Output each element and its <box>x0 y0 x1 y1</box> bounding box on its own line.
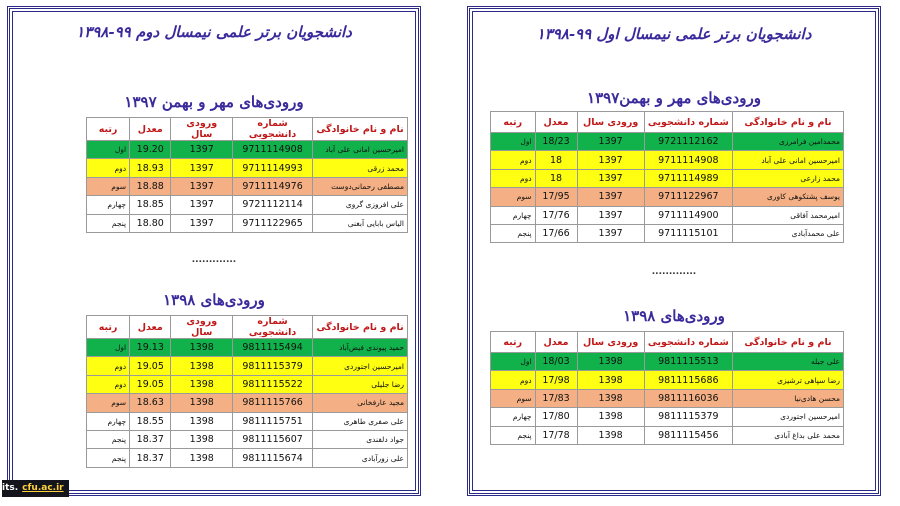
entry-year-cell: 1398 <box>171 394 233 412</box>
student-name-cell: علی زورآبادی <box>313 449 408 467</box>
student-id-cell: 9811115751 <box>233 412 313 430</box>
table-row <box>491 151 844 169</box>
left-page-title: دانشجویان برتر علمی نیمسال دوم ۹۹-۱۳۹۸ <box>76 23 352 41</box>
student-name-cell: علی افروزی گروی <box>313 196 408 214</box>
gpa-cell: 17/80 <box>535 408 577 426</box>
entry-year-cell: 1397 <box>171 214 233 232</box>
table-header-row <box>87 316 408 339</box>
student-id-cell: 9811115607 <box>233 430 313 448</box>
entry-year-cell: 1397 <box>577 133 644 151</box>
entry-year-cell: 1398 <box>171 339 233 357</box>
left-section1-heading: ورودی‌های مهر و بهمن ۱۳۹۷ <box>124 93 304 111</box>
table-row <box>87 214 408 232</box>
student-id-cell: 9811116036 <box>644 389 732 407</box>
student-id-cell: 9811115674 <box>233 449 313 467</box>
student-name-cell: امیرحسین اجتوردی <box>732 408 843 426</box>
col-rank-header: رتبه <box>491 112 536 133</box>
entry-year-cell: 1397 <box>171 159 233 177</box>
table-row <box>87 394 408 412</box>
student-id-cell: 9811115456 <box>644 426 732 444</box>
entry-year-cell: 1397 <box>171 196 233 214</box>
table-row <box>491 133 844 151</box>
student-name-cell: علی صفری طاهری <box>313 412 408 430</box>
right-page-title: دانشجویان برتر علمی نیمسال اول ۹۹-۱۳۹۸ <box>536 25 812 43</box>
student-id-cell: 9811115686 <box>644 371 732 389</box>
rank-cell: پنجم <box>491 224 536 242</box>
entry-year-cell: 1397 <box>577 224 644 242</box>
student-id-cell: 9811115379 <box>644 408 732 426</box>
right-document-page <box>467 6 881 496</box>
student-name-cell: مجید عارفخانی <box>313 394 408 412</box>
separator-dots: ............. <box>651 267 697 277</box>
rank-cell: اول <box>491 353 536 371</box>
entry-year-cell: 1398 <box>577 389 644 407</box>
rank-cell: دوم <box>491 151 536 169</box>
entry-year-cell: 1398 <box>577 426 644 444</box>
student-name-cell: علی محمدآبادی <box>732 224 843 242</box>
gpa-cell: 18.55 <box>130 412 171 430</box>
student-id-cell: 9711122965 <box>233 214 313 232</box>
right-table-1397 <box>490 111 844 243</box>
student-name-cell: رضا سپاهی ترشیزی <box>732 371 843 389</box>
table-row <box>87 430 408 448</box>
right-table-1398 <box>490 331 844 445</box>
logo-link: cfu.ac.ir <box>22 483 64 493</box>
table-row <box>491 353 844 371</box>
table-row <box>491 408 844 426</box>
table-row <box>491 206 844 224</box>
rank-cell: چهارم <box>87 412 130 430</box>
entry-year-cell: 1397 <box>577 169 644 187</box>
student-name-cell: امیرحسین اجتوردی <box>313 357 408 375</box>
rank-cell: سوم <box>491 389 536 407</box>
student-name-cell: محسن هادی‌نیا <box>732 389 843 407</box>
student-name-cell: یوسف پشتکوهی کاوری <box>732 188 843 206</box>
gpa-cell: 19.05 <box>130 357 171 375</box>
gpa-cell: 19.05 <box>130 375 171 393</box>
student-id-cell: 9811115522 <box>233 375 313 393</box>
student-name-cell: امیرحسین امانی علی آباد <box>732 151 843 169</box>
table-row <box>491 371 844 389</box>
student-name-cell: حمید پیوندی فیض‌آباد <box>313 339 408 357</box>
student-name-cell: محمد زرقی <box>313 159 408 177</box>
student-name-cell: مصطفی رحمانی‌دوست <box>313 177 408 195</box>
entry-year-cell: 1398 <box>577 408 644 426</box>
student-name-cell: محمد زارعی <box>732 169 843 187</box>
table-header-row <box>87 118 408 141</box>
table-row <box>491 426 844 444</box>
student-name-cell: جواد دلفندی <box>313 430 408 448</box>
rank-cell: اول <box>87 339 130 357</box>
table-row <box>87 196 408 214</box>
gpa-cell: 18.93 <box>130 159 171 177</box>
col-id-header: شماره دانشجویی <box>233 316 313 339</box>
col-name-header: نام و نام خانوادگی <box>732 112 843 133</box>
gpa-cell: 18.85 <box>130 196 171 214</box>
student-id-cell: 9711114989 <box>644 169 732 187</box>
table-row <box>87 375 408 393</box>
rank-cell: چهارم <box>87 196 130 214</box>
rank-cell: چهارم <box>491 408 536 426</box>
col-year-header: ورودی سال <box>171 118 233 141</box>
student-id-cell: 9711115101 <box>644 224 732 242</box>
student-id-cell: 9811115494 <box>233 339 313 357</box>
rank-cell: دوم <box>87 357 130 375</box>
col-gpa-header: معدل <box>130 316 171 339</box>
entry-year-cell: 1398 <box>171 375 233 393</box>
table-header-row <box>491 332 844 353</box>
table-row <box>87 357 408 375</box>
left-document-page <box>7 6 421 496</box>
table-row <box>491 188 844 206</box>
gpa-cell: 17/83 <box>535 389 577 407</box>
left-section2-heading: ورودی‌های ۱۳۹۸ <box>163 291 265 309</box>
student-name-cell: علی جبله <box>732 353 843 371</box>
gpa-cell: 19.13 <box>130 339 171 357</box>
student-id-cell: 9721112162 <box>644 133 732 151</box>
col-rank-header: رتبه <box>87 316 130 339</box>
gpa-cell: 18.37 <box>130 430 171 448</box>
student-id-cell: 9711114976 <box>233 177 313 195</box>
table-row <box>491 169 844 187</box>
rank-cell: سوم <box>491 188 536 206</box>
table-header-row <box>491 112 844 133</box>
student-id-cell: 9711114908 <box>233 141 313 159</box>
table-row <box>87 339 408 357</box>
table-row <box>87 141 408 159</box>
col-year-header: ورودی سال <box>577 332 644 353</box>
rank-cell: دوم <box>491 169 536 187</box>
entry-year-cell: 1398 <box>171 357 233 375</box>
col-gpa-header: معدل <box>130 118 171 141</box>
col-id-header: شماره دانشجویی <box>233 118 313 141</box>
entry-year-cell: 1398 <box>577 371 644 389</box>
gpa-cell: 17/66 <box>535 224 577 242</box>
table-row <box>87 412 408 430</box>
col-id-header: شماره دانشجویی <box>644 112 732 133</box>
gpa-cell: 18.88 <box>130 177 171 195</box>
student-name-cell: امیرحسین امانی علی آباد <box>313 141 408 159</box>
rank-cell: دوم <box>87 375 130 393</box>
rank-cell: پنجم <box>87 449 130 467</box>
student-name-cell: محمد علی بداغ آبادی <box>732 426 843 444</box>
col-name-header: نام و نام خانوادگی <box>313 316 408 339</box>
table-row <box>491 224 844 242</box>
gpa-cell: 18.63 <box>130 394 171 412</box>
student-id-cell: 9811115379 <box>233 357 313 375</box>
entry-year-cell: 1398 <box>171 430 233 448</box>
col-name-header: نام و نام خانوادگی <box>313 118 408 141</box>
table-row <box>87 177 408 195</box>
rank-cell: دوم <box>87 159 130 177</box>
rank-cell: سوم <box>87 177 130 195</box>
rank-cell: پنجم <box>87 430 130 448</box>
left-table-1397 <box>86 117 408 233</box>
gpa-cell: 19.20 <box>130 141 171 159</box>
student-id-cell: 9711114993 <box>233 159 313 177</box>
rank-cell: پنجم <box>491 426 536 444</box>
gpa-cell: 17/76 <box>535 206 577 224</box>
rank-cell: دوم <box>491 371 536 389</box>
table-row <box>87 449 408 467</box>
entry-year-cell: 1397 <box>577 188 644 206</box>
rank-cell: اول <box>491 133 536 151</box>
entry-year-cell: 1397 <box>577 151 644 169</box>
left-table-1398 <box>86 315 408 468</box>
right-section1-heading: ورودی‌های مهر و بهمن۱۳۹۷ <box>587 89 761 107</box>
entry-year-cell: 1397 <box>577 206 644 224</box>
gpa-cell: 17/98 <box>535 371 577 389</box>
entry-year-cell: 1397 <box>171 141 233 159</box>
student-name-cell: محمدامین فرامرزی <box>732 133 843 151</box>
rank-cell: اول <box>87 141 130 159</box>
student-id-cell: 9711114908 <box>644 151 732 169</box>
right-section2-heading: ورودی‌های ۱۳۹۸ <box>623 307 725 325</box>
site-logo[interactable] <box>2 480 69 497</box>
student-name-cell: رضا جلیلی <box>313 375 408 393</box>
student-id-cell: 9811115513 <box>644 353 732 371</box>
gpa-cell: 18.37 <box>130 449 171 467</box>
entry-year-cell: 1397 <box>171 177 233 195</box>
rank-cell: پنجم <box>87 214 130 232</box>
separator-dots: ............. <box>191 255 237 265</box>
table-row <box>87 159 408 177</box>
col-year-header: ورودی سال <box>577 112 644 133</box>
entry-year-cell: 1398 <box>171 449 233 467</box>
gpa-cell: 18 <box>535 151 577 169</box>
student-id-cell: 9711114900 <box>644 206 732 224</box>
table-row <box>491 389 844 407</box>
gpa-cell: 18.80 <box>130 214 171 232</box>
gpa-cell: 18 <box>535 169 577 187</box>
gpa-cell: 18/03 <box>535 353 577 371</box>
logo-prefix: its. <box>2 483 19 493</box>
col-rank-header: رتبه <box>491 332 536 353</box>
student-id-cell: 9811115766 <box>233 394 313 412</box>
student-id-cell: 9721112114 <box>233 196 313 214</box>
col-gpa-header: معدل <box>535 332 577 353</box>
gpa-cell: 17/95 <box>535 188 577 206</box>
col-id-header: شماره دانشجویی <box>644 332 732 353</box>
col-year-header: ورودی سال <box>171 316 233 339</box>
col-gpa-header: معدل <box>535 112 577 133</box>
student-name-cell: الیاس بابایی آبغنی <box>313 214 408 232</box>
rank-cell: چهارم <box>491 206 536 224</box>
student-id-cell: 9711122967 <box>644 188 732 206</box>
entry-year-cell: 1398 <box>171 412 233 430</box>
gpa-cell: 18/23 <box>535 133 577 151</box>
col-name-header: نام و نام خانوادگی <box>732 332 843 353</box>
entry-year-cell: 1398 <box>577 353 644 371</box>
gpa-cell: 17/78 <box>535 426 577 444</box>
rank-cell: سوم <box>87 394 130 412</box>
col-rank-header: رتبه <box>87 118 130 141</box>
student-name-cell: امیرمحمد آفاقی <box>732 206 843 224</box>
